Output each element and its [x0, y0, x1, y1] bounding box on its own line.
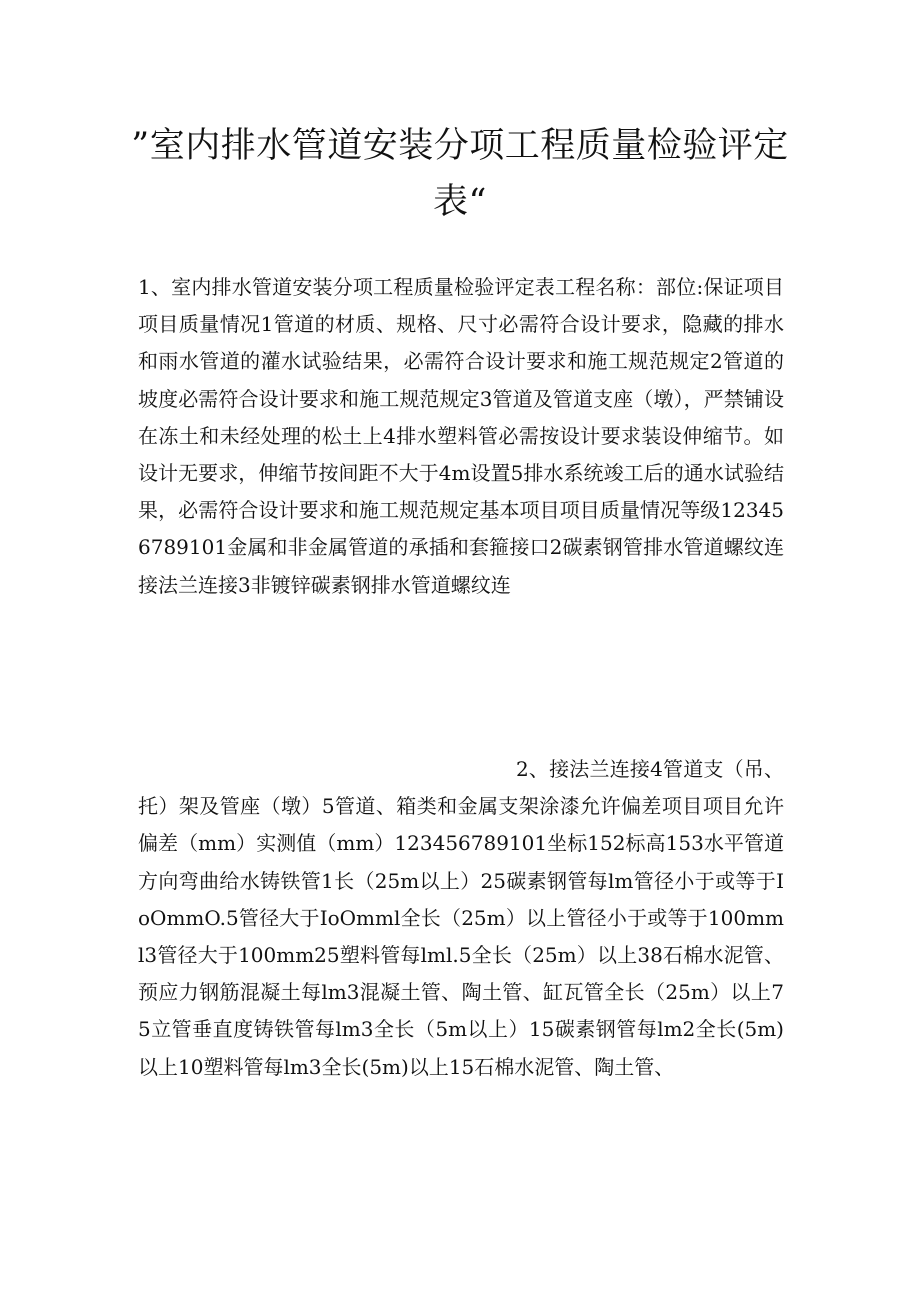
- paragraph-2: 2、接法兰连接4管道支（吊、托）架及管座（墩）5管道、箱类和金属支架涂漆允许偏差项目项目允许偏差（mm）实测值（mm）123456789101坐标152标高153水平管道方向弯曲给水铸铁管1长（25m以上）25碳素钢管每lm管径小于或等于IoOmmO.5管径大于IoOmml全长（25m）以上管径小于或等于100mml3管径大于100mm25塑料管每lml.5全长（25m）以上38石棉水泥管、预应力钢筋混凝土每lm3混凝土管、陶土管、缸瓦管全长（25m）以上75立管垂直度铸铁管每lm3全长（5m以上）15碳素钢管每lm2全长(5m)以上10塑料管每lm3全长(5m)以上15石棉水泥管、陶土管、: [138, 757, 784, 1079]
- document-title: ”室内排水管道安装分项工程质量检验评定表“: [131, 126, 789, 222]
- paragraph-1: 1、室内排水管道安装分项工程质量检验评定表工程名称：部位:保证项目项目质量情况1管道的材质、规格、尺寸必需符合设计要求，隐藏的排水和雨水管道的灌水试验结果，必需符合设计要求和施工规范规定2管道的坡度必需符合设计要求和施工规范规定3管道及管道支座（墩），严禁铺设在冻土和未经处理的松土上4排水塑料管必需按设计要求装设伸缩节。如设计无要求，伸缩节按间距不大于4m设置5排水系统竣工后的通水试验结果，必需符合设计要求和施工规范规定基本项目项目质量情况等级123456789101金属和非金属管道的承插和套箍接口2碳素钢管排水管道螺纹连接法兰连接3非镀锌碳素钢排水管道螺纹连: [138, 275, 784, 597]
